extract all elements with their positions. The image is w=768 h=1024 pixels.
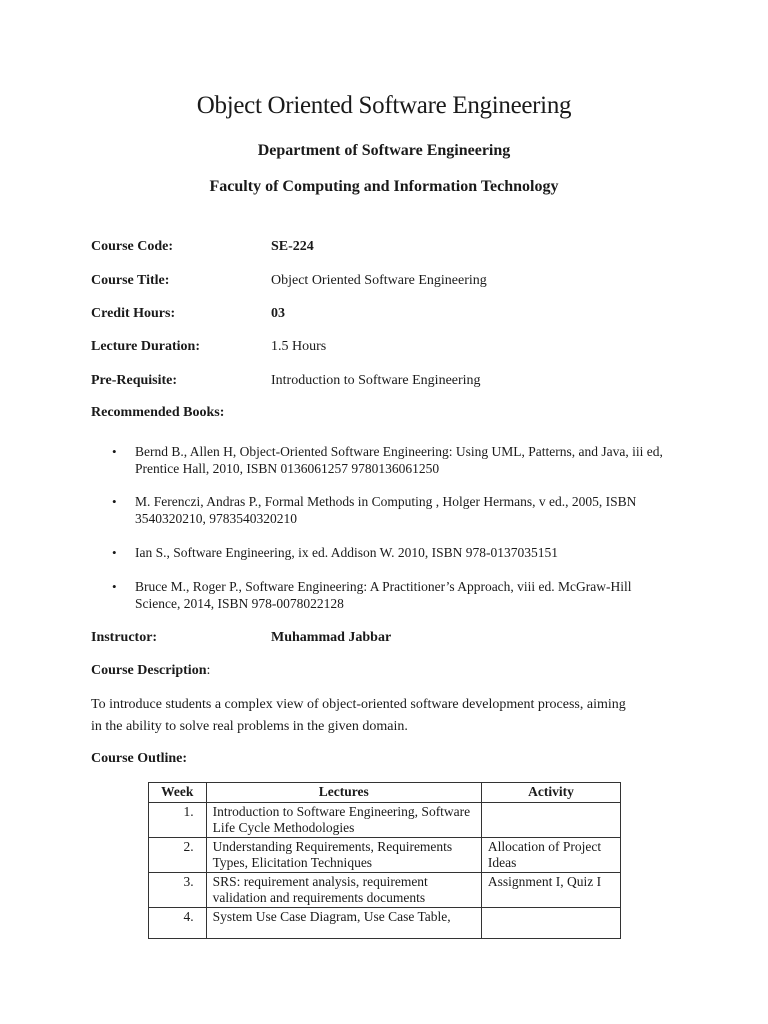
prerequisite-value: Introduction to Software Engineering: [271, 373, 481, 388]
bullet-icon: •: [112, 545, 117, 560]
faculty-name: Faculty of Computing and Information Technology: [209, 178, 559, 195]
cell-line: Life Cycle Methodologies: [212, 820, 355, 835]
lectures-cell: [206, 873, 481, 908]
table-row: [149, 908, 621, 939]
prerequisite-label: Pre-Requisite:: [91, 373, 178, 388]
table-row: [149, 803, 621, 838]
cell-line: Types, Elicitation Techniques: [212, 855, 373, 870]
course-description-text: [91, 694, 691, 738]
activity-column-header: Activity: [481, 783, 620, 803]
book-item: [135, 443, 695, 477]
cell-line: Introduction to Software Engineering, Software: [212, 804, 471, 819]
credit-hours-label: Credit Hours:: [91, 306, 176, 321]
bullet-icon: •: [112, 494, 117, 509]
table-row: [149, 838, 621, 873]
course-outline-table: [148, 782, 621, 939]
lecture-duration-label: Lecture Duration:: [91, 339, 200, 354]
book-line: Bruce M., Roger P., Software Engineering: A Practitioner’s Approach, viii ed. McGraw-Hill: [135, 579, 632, 594]
cell-line: validation and requirements documents: [212, 890, 426, 905]
course-description-heading: [91, 663, 210, 679]
lectures-cell: [206, 908, 481, 939]
course-code-label: Course Code:: [91, 239, 174, 254]
book-line: 3540320210, 9783540320210: [135, 511, 297, 526]
course-title-value: Object Oriented Software Engineering: [271, 273, 487, 288]
cell-line: Assignment I, Quiz I: [487, 874, 602, 889]
description-line: in the ability to solve real problems in the given domain.: [91, 719, 408, 734]
cell-line: SRS: requirement analysis, requirement: [212, 874, 428, 889]
document-title: Object Oriented Software Engineering: [196, 92, 572, 119]
lectures-cell: [206, 838, 481, 873]
table-row: [149, 873, 621, 908]
week-cell: 3.: [149, 873, 207, 908]
recommended-books-heading: Recommended Books:: [91, 405, 225, 420]
activity-cell: [481, 908, 620, 939]
book-line: Bernd B., Allen H, Object-Oriented Software Engineering: Using UML, Patterns, and Java, iii ed,: [135, 444, 663, 459]
cell-line: System Use Case Diagram, Use Case Table,: [212, 909, 451, 924]
week-cell: 1.: [149, 803, 207, 838]
cell-line: Allocation of Project: [487, 839, 602, 854]
book-line: Ian S., Software Engineering, ix ed. Addison W. 2010, ISBN 978-0137035151: [135, 545, 558, 560]
description-line: To introduce students a complex view of object-oriented software development process, aiming: [91, 697, 626, 712]
week-column-header: Week: [149, 783, 207, 803]
activity-cell: [481, 838, 620, 873]
bullet-icon: •: [112, 444, 117, 459]
course-outline-heading: Course Outline:: [91, 751, 188, 766]
lectures-cell: [206, 803, 481, 838]
book-item: [135, 493, 695, 527]
week-cell: 2.: [149, 838, 207, 873]
week-cell: 4.: [149, 908, 207, 939]
instructor-name: Muhammad Jabbar: [271, 630, 392, 645]
cell-line: Ideas: [487, 855, 517, 870]
book-item: [135, 544, 695, 561]
book-line: Prentice Hall, 2010, ISBN 0136061257 9780136061250: [135, 461, 440, 476]
credit-hours-value: 03: [271, 306, 285, 321]
department-name: Department of Software Engineering: [257, 142, 511, 159]
book-line: Science, 2014, ISBN 978-0078022128: [135, 596, 344, 611]
book-line: M. Ferenczi, Andras P., Formal Methods in Computing , Holger Hermans, v ed., 2005, ISBN: [135, 494, 637, 509]
activity-cell: [481, 873, 620, 908]
course-description-heading-text: Course Description: [91, 663, 207, 678]
course-description-colon: :: [206, 663, 211, 678]
bullet-icon: •: [112, 579, 117, 594]
instructor-label: Instructor:: [91, 630, 158, 645]
book-item: [135, 578, 695, 612]
course-code-value: SE-224: [271, 239, 314, 254]
table-header-row: [149, 783, 621, 803]
lectures-column-header: Lectures: [206, 783, 481, 803]
course-title-label: Course Title:: [91, 273, 170, 288]
lecture-duration-value: 1.5 Hours: [271, 339, 327, 354]
activity-cell: [481, 803, 620, 838]
cell-line: Understanding Requirements, Requirements: [212, 839, 453, 854]
